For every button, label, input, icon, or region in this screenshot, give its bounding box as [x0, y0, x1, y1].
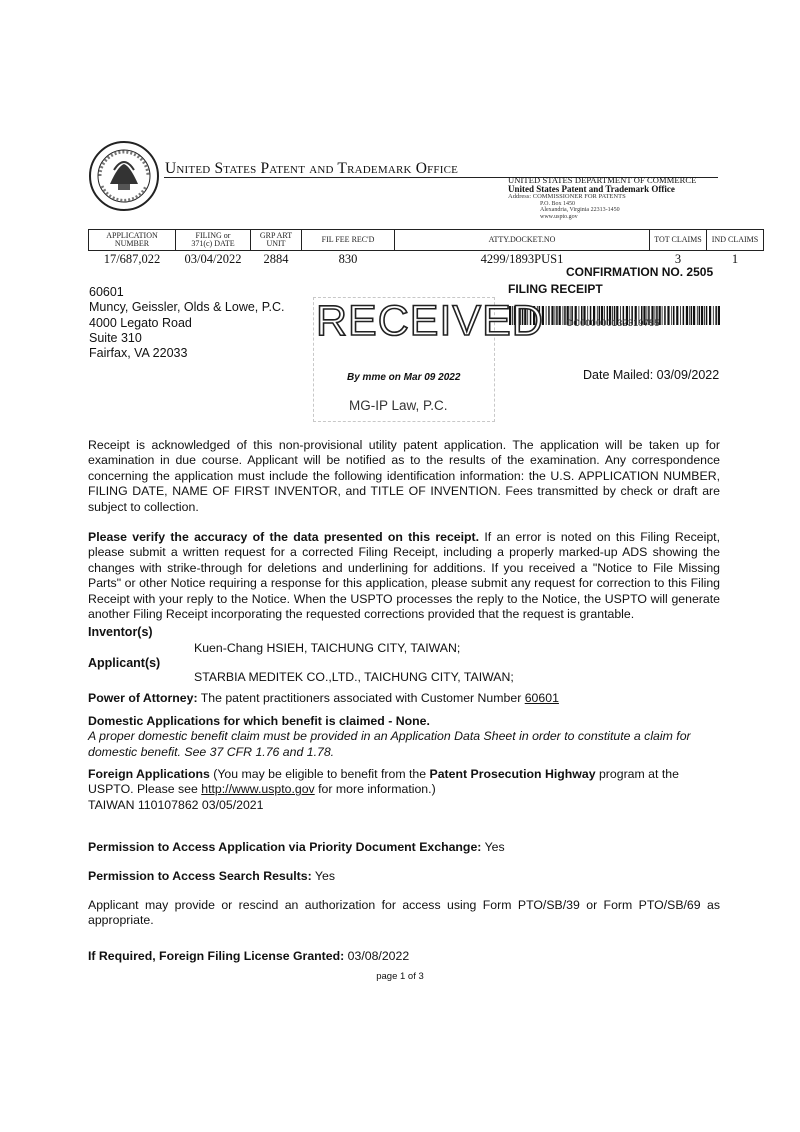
barcode-bar — [718, 306, 720, 325]
col-tot-claims — [650, 230, 707, 251]
barcode-bar — [563, 306, 564, 325]
applicants-label: Applicant(s) — [88, 656, 161, 670]
barcode-bar — [548, 306, 550, 325]
atty-docket: 4299/1893PUS1 — [480, 252, 564, 266]
barcode-bar — [706, 306, 708, 325]
department-city: Alexandria, Virginia 22313-1450 — [540, 207, 620, 214]
barcode-bar — [667, 306, 669, 325]
foreign-application-entry: TAIWAN 110107862 03/05/2021 — [88, 797, 264, 812]
address-firm: Muncy, Geissler, Olds & Lowe, P.C. — [89, 300, 285, 315]
department-office: United States Patent and Trademark Office — [508, 183, 675, 194]
priority-document-exchange — [88, 840, 720, 855]
col-label: ATTY.DOCKET.NO — [488, 234, 556, 244]
col-label: APPLICATION — [106, 230, 158, 240]
col-label: 371(c) DATE — [191, 239, 235, 248]
barcode-bar — [551, 306, 553, 325]
barcode-bar — [693, 306, 695, 325]
barcode-bar — [673, 306, 675, 325]
application-table-header — [89, 230, 764, 251]
application-number: 17/687,022 — [103, 252, 161, 266]
verify-heading: Please verify the accuracy of the data presented on this receipt. — [88, 530, 480, 544]
received-stamp-by: By mme on Mar 09 2022 — [347, 372, 461, 383]
domestic-heading: Domestic Applications for which benefit is claimed - None. — [88, 714, 430, 728]
col-fil-fee — [302, 230, 395, 251]
license-value: 03/08/2022 — [344, 949, 410, 963]
search-label: Permission to Access Search Results: — [88, 869, 312, 883]
foreign-text2: program at the USPTO. Please see — [88, 767, 679, 797]
barcode-bar — [686, 306, 688, 325]
verify-text: If an error is noted on this Filing Receipt, please submit a written request for a corrected Filing Receipt, including a properly marked-up ADS showing the changes with strike-through for deletions and underlining for additions. If you received a "Notice to File Missing Parts" or other Notice requiring a response for this application, please submit any request for correction to this Filing Receipt with your reply to the Notice. When the USPTO processes the reply to the Notice, the USPTO will generate another Filing Receipt incorporating the requested corrections provided that the request is grantable. — [88, 530, 721, 622]
acknowledgement-paragraph: Receipt is acknowledged of this non-provisional utility patent application. The application will be taken up for examination in due course. Applicant will be notified as to the results of the examination. Any correspondence concerning the application must include the following identification information: the U.S. APPLICATION NUMBER, FILING DATE, NAME OF FIRST INVENTOR, and TITLE OF INVENTION. Fees transmitted by check or draft are subject to collection. — [88, 438, 720, 514]
barcode-number: OC000000132319755 — [566, 318, 660, 328]
power-of-attorney — [88, 691, 720, 706]
col-application-number — [89, 230, 176, 251]
domestic-applications — [88, 714, 720, 760]
col-label: IND CLAIMS — [711, 234, 759, 244]
poa-customer-number: 60601 — [524, 691, 559, 705]
department-web: www.uspto.gov — [540, 213, 578, 220]
barcode-bar — [676, 306, 678, 325]
department-po-box: P.O. Box 1450 — [540, 201, 576, 208]
barcode-bar — [709, 306, 711, 325]
received-stamp-firm: MG-IP Law, P.C. — [349, 398, 448, 413]
applicant-value: STARBIA MEDITEK CO.,LTD., TAICHUNG CITY, TAIWAN; — [194, 670, 514, 684]
application-table — [88, 229, 764, 267]
inventors-label: Inventor(s) — [88, 625, 153, 639]
office-title: United States Patent and Trademark Office — [165, 160, 459, 177]
col-label: GRP ART — [259, 230, 293, 240]
barcode-bar — [662, 306, 663, 325]
barcode-bar — [671, 306, 672, 325]
barcode-bar — [704, 306, 705, 325]
foreign-applications — [88, 767, 720, 813]
poa-text: The patent practitioners associated with Customer Number — [197, 691, 525, 705]
barcode-bar — [559, 306, 561, 325]
barcode-bar — [699, 306, 701, 325]
barcode-bar — [713, 306, 714, 325]
search-results-permission — [88, 869, 720, 884]
uspto-link[interactable]: http://www.uspto.gov — [201, 782, 315, 797]
date-mailed: Date Mailed: 03/09/2022 — [583, 368, 720, 382]
col-label: FILING or — [195, 230, 231, 240]
col-label: UNIT — [266, 239, 286, 248]
filing-date: 03/04/2022 — [184, 252, 242, 266]
address-city: Fairfax, VA 22033 — [89, 346, 188, 361]
confirmation-number: CONFIRMATION NO. 2505 — [566, 265, 714, 279]
fil-fee: 830 — [338, 252, 358, 266]
barcode-bar — [664, 306, 666, 325]
barcode-bar — [715, 306, 717, 325]
uspto-seal-icon — [88, 140, 160, 212]
col-filing-date — [176, 230, 251, 251]
foreign-paragraph — [88, 767, 720, 798]
department-name: UNITED STATES DEPARTMENT OF COMMERCE — [508, 175, 697, 185]
foreign-filing-license — [88, 949, 720, 964]
barcode-bar — [701, 306, 703, 325]
filing-receipt-title: FILING RECEIPT — [508, 282, 603, 296]
barcode-bar — [691, 306, 693, 325]
page-number: page 1 of 3 — [376, 971, 424, 982]
license-label: If Required, Foreign Filing License Granted: — [88, 949, 345, 963]
foreign-pph: Patent Prosecution Highway — [429, 767, 596, 781]
pde-value: Yes — [481, 840, 505, 854]
inventor-value: Kuen-Chang HSIEH, TAICHUNG CITY, TAIWAN; — [194, 641, 461, 655]
col-ind-claims — [707, 230, 764, 251]
foreign-label: Foreign Applications — [88, 767, 210, 781]
domestic-note: A proper domestic benefit claim must be provided in an Application Data Sheet in order to constitute a claim for domestic benefit. See 37 CFR 1.76 and 1.78. — [88, 729, 691, 759]
address-street: 4000 Legato Road — [89, 315, 192, 330]
department-block — [508, 176, 723, 220]
col-label: NUMBER — [114, 239, 150, 248]
poa-label: Power of Attorney: — [88, 691, 198, 705]
col-atty-docket — [395, 230, 650, 251]
barcode-bar — [556, 306, 558, 325]
search-value: Yes — [311, 869, 335, 883]
pde-label: Permission to Access Application via Priority Document Exchange: — [88, 840, 482, 854]
grp-art-unit: 2884 — [263, 252, 289, 266]
col-label: TOT CLAIMS — [654, 234, 702, 244]
barcode-bar — [697, 306, 698, 325]
received-stamp-text: RECEIVED — [316, 297, 544, 345]
foreign-text1: (You may be eligible to benefit from the — [209, 767, 430, 781]
col-label: FIL FEE REC'D — [321, 234, 375, 244]
barcode-bar — [683, 306, 685, 325]
correspondence-address — [89, 285, 284, 361]
ind-claims: 1 — [731, 252, 739, 266]
barcode-bar — [555, 306, 556, 325]
address-suite: Suite 310 — [89, 330, 142, 345]
department-address-label: Address: COMMISSIONER FOR PATENTS — [508, 193, 626, 201]
barcode-bar — [680, 306, 681, 325]
col-grp-art-unit — [251, 230, 302, 251]
tot-claims: 3 — [674, 252, 682, 266]
barcode-bar — [689, 306, 690, 325]
barcode-bar — [546, 306, 547, 325]
verify-paragraph — [88, 530, 720, 622]
foreign-text3: for more information.) — [314, 782, 436, 797]
rescind-paragraph: Applicant may provide or rescind an authorization for access using Form PTO/SB/39 or Form PTO/SB/69 as appropriate. — [88, 898, 720, 928]
address-customer: 60601 — [89, 285, 124, 299]
